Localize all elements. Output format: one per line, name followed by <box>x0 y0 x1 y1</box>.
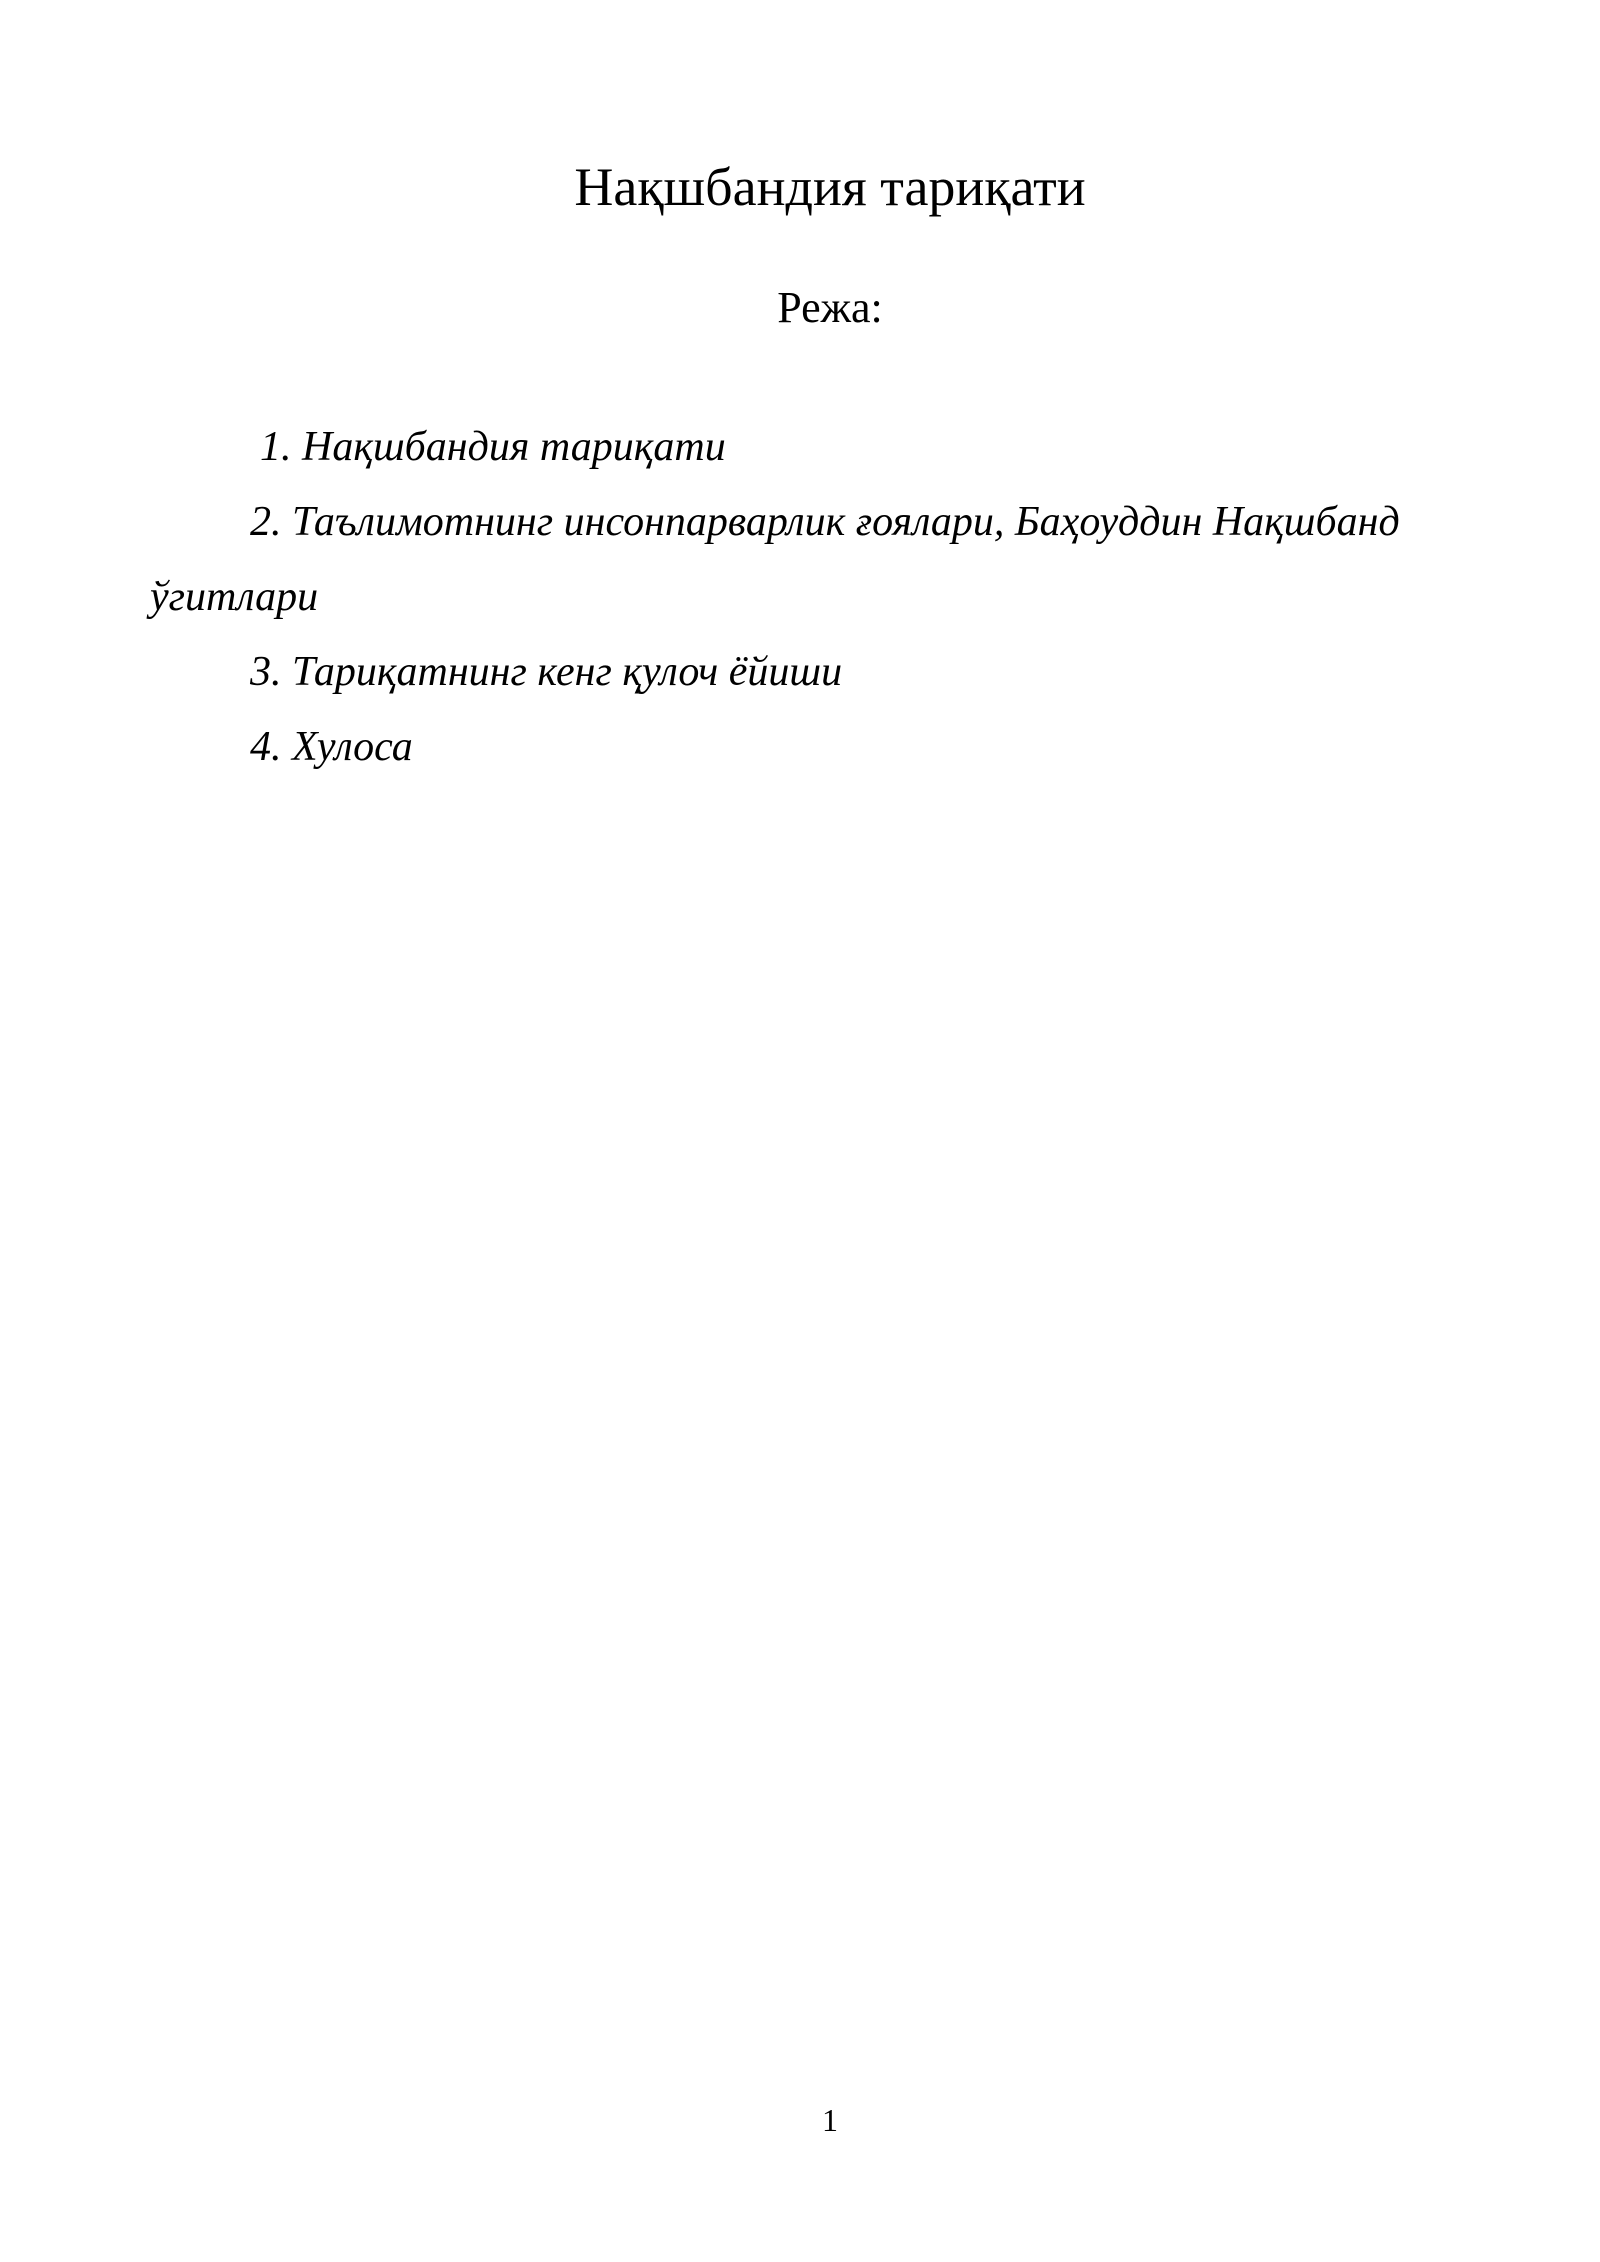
plan-item-4: 4. Хулоса <box>250 724 413 770</box>
plan-list <box>150 410 1450 785</box>
plan-heading: Режа: <box>777 283 883 332</box>
plan-item-1: 1. Нақшбандия тариқати <box>260 424 726 470</box>
plan-item-3: 3. Тариқатнинг кенг қулоч ёйиши <box>250 649 843 695</box>
page-number: 1 <box>822 2102 838 2138</box>
document-title: Нақшбандия тариқати <box>574 157 1086 217</box>
plan-item-2-continuation: ўгитлари <box>150 574 319 620</box>
plan-item-2: 2. Таълимотнинг инсонпарварлик ғоялари, Баҳоуддин Нақшбанд <box>250 499 1400 545</box>
